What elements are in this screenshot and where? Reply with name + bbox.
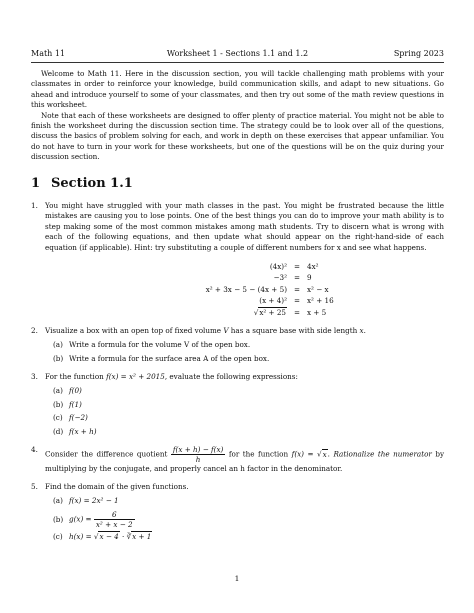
intro [31, 69, 444, 163]
page-number: 1 [234, 574, 240, 583]
problem-4 [31, 445, 444, 474]
equation-lhs: (4x)² [269, 261, 287, 271]
subquestion-a: (a) Write a formula for the volume V of the open box. [53, 340, 251, 349]
header-course: Math 11 [31, 49, 66, 58]
equation-rhs: 4x² [307, 261, 319, 271]
subquestion-b: (b) g(x) = $\frac{6}{\text{x² + x − 2}}$ [53, 509, 133, 529]
problem-text: You might have struggled with your math classes in the past. You might be frustrated because the little mistakes are causing you to lose points. One of the best things you can do to improve your math ability is to step making some of the most common mistakes among math students. Try to discern what is wrong with each of the following equations, and then update what should appear on the right-hand-side of each equation (if applicable). Hint: try substituting a couple of different numbers for x and see what happens. [45, 201, 444, 252]
subquestion-a: (a) f(0) [53, 386, 82, 396]
equation-rhs: x + 5 [307, 307, 327, 317]
equation-rhs: x² − x [307, 284, 329, 294]
subquestion-b: (b) Write a formula for the surface area A of the open box. [53, 353, 270, 363]
equals-sign: = [293, 307, 301, 317]
equation-lhs: x² + 3x − 5 − (4x + 5) [205, 284, 287, 294]
equals-sign: = [293, 273, 301, 283]
subquestion-d: (d) f(x + h) [53, 426, 97, 436]
radical-sign: √ [253, 307, 259, 317]
subquestions [45, 386, 444, 438]
problem-number: 5. [31, 481, 38, 491]
equals-sign: = [293, 296, 301, 306]
section-title: Section 1.1 [51, 175, 133, 191]
problem-number: 2. [31, 325, 38, 335]
header-rule [31, 62, 444, 63]
header-title: Worksheet 1 - Sections 1.1 and 1.2 [166, 49, 309, 58]
intro-paragraph-2: Note that each of these worksheets are designed to offer plenty of practice material. You might not be able to finish the worksheet during the discussion section time. The strategy could be to look over all of the questions, discuss the basics of problem solving for each, and work in depth on these exercises that appear unfamiliar. You do not have to turn in your work for these worksheets, but one of the questions will be on the quiz during your discussion section. [31, 110, 444, 162]
difference-quotient: $\frac{f(x + h) - f(x)}{h}$ [172, 445, 224, 465]
problem-2 [31, 326, 444, 365]
equation-rhs: x² + 16 [307, 296, 334, 306]
problem-number: 1. [31, 201, 38, 211]
subquestions [45, 340, 444, 365]
intro-paragraph-1: Welcome to Math 11. Here in the discussion section, you will tackle challenging math problems with your classmates in order to reinforce your knowledge, build communication skills, and adapt to new situations. Go ahead and introduce yourself to some of your classmates, and then try out some of the math review questions in this worksheet. [31, 69, 444, 110]
problem-1 [31, 201, 444, 319]
equation-lhs: (x + 4)² [259, 296, 287, 306]
equation-lhs: −3² [273, 273, 287, 283]
equation-row [45, 273, 444, 285]
equation-list [45, 261, 444, 319]
subquestions [45, 496, 444, 543]
equation-lhs [45, 308, 287, 318]
problem-3 [31, 372, 444, 438]
section-heading [31, 175, 444, 191]
page-body [31, 69, 444, 550]
subquestion-c: (c) h(x) = √x − 4 · ∛x + 1 [53, 531, 152, 541]
equation-row [45, 284, 444, 296]
radicand: x² + 25 [259, 307, 286, 317]
problem-number: 4. [31, 445, 38, 455]
problem-5 [31, 482, 444, 543]
equation-row [45, 261, 444, 273]
subquestion-a: (a) f(x) = 2x² − 1 [53, 496, 119, 506]
header-term: Spring 2023 [393, 49, 444, 58]
equals-sign: = [293, 261, 301, 271]
fraction: $\frac{6}{\text{x² + x − 2}}$ [95, 509, 133, 529]
problem-number: 3. [31, 372, 38, 381]
section-number: 1 [31, 175, 41, 191]
equation-row [45, 307, 444, 319]
problem-text: Visualize a box with an open top of fixed volume V has a square base with side length x. [45, 325, 366, 335]
subquestion-c: (c) f(−2) [53, 413, 88, 423]
subquestion-b: (b) f(1) [53, 399, 82, 409]
equation-row [45, 296, 444, 308]
problem-text: Consider the difference quotient $\frac{f(x + h) - f(x)}{h}$ for the function f(x) = √x. Rationalize the numerator by multiplying by the conjugate, and properly cancel an h factor in the denominator. [45, 445, 445, 474]
problem-text: For the function f(x) = x² + 2015, evaluate the following expressions: [45, 372, 298, 381]
problem-text: Find the domain of the given functions. [45, 481, 189, 491]
equation-rhs: 9 [307, 273, 312, 283]
equals-sign: = [293, 284, 301, 294]
